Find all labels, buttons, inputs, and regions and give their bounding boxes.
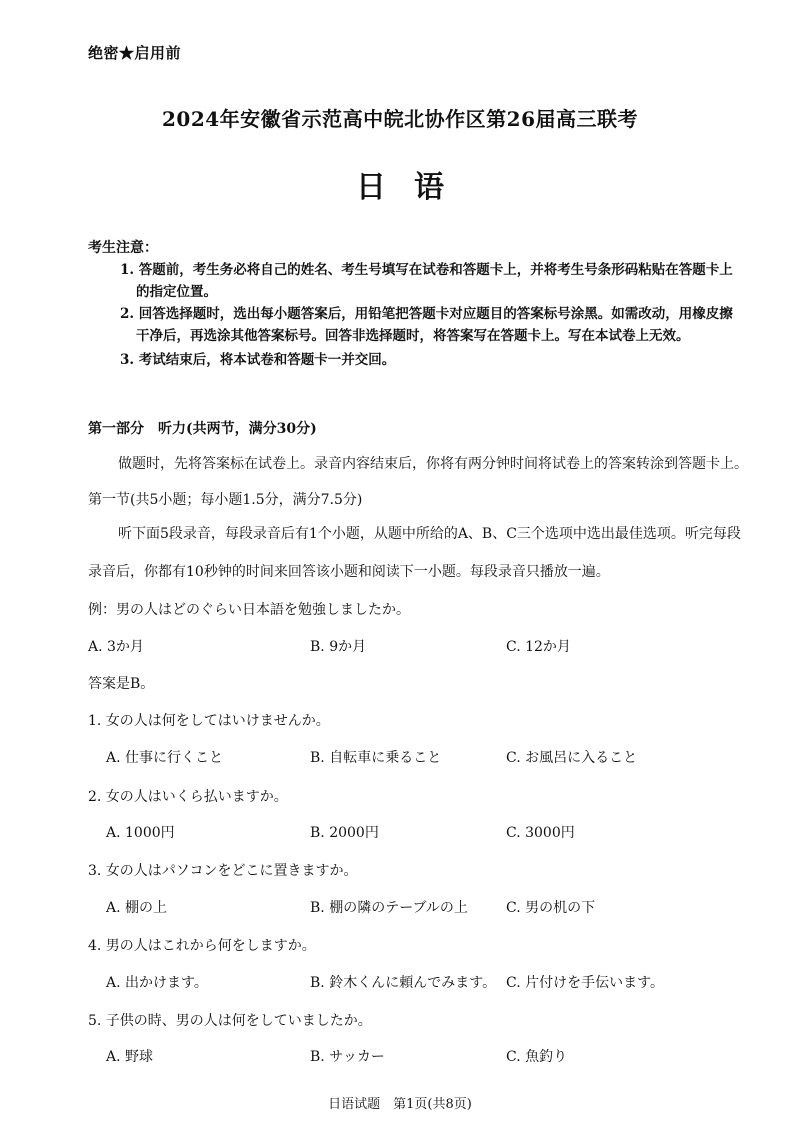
question-3-option-a: A. 棚の上: [106, 900, 168, 916]
example-option-c: C. 12か月: [506, 639, 571, 655]
question-4-option-b: B. 鈴木くんに頼んでみます。: [310, 975, 497, 991]
notice-item-1: 1. 答题前，考生务必将自己的姓名、考生号填写在试卷和答题卡上，并将考生号条形码粘贴在答题卡上: [120, 262, 733, 278]
question-5-option-c: C. 魚釣り: [506, 1049, 568, 1065]
question-1-option-c: C. お風呂に入ること: [506, 750, 638, 766]
part1-title: 听力(共两节，满分30分): [158, 421, 317, 437]
example-question: 例：男の人はどのぐらい日本語を勉強しましたか。: [88, 602, 410, 618]
notice-item-2: 2. 回答选择题时，选出每小题答案后，用铅笔把答题卡对应题目的答案标号涂黑。如需改动，用橡皮擦: [120, 306, 733, 322]
page-footer: 日语试题 第1页(共8页): [328, 1097, 472, 1112]
question-2-option-b: B. 2000円: [310, 825, 379, 841]
question-4: 4. 男の人はこれから何をしますか。: [88, 938, 316, 954]
question-2-option-a: A. 1000円: [106, 825, 175, 841]
notice-item-3: 3. 考试结束后，将本试卷和答题卡一并交回。: [120, 352, 396, 368]
question-5-option-a: A. 野球: [106, 1049, 154, 1065]
confidential-mark: 绝密★启用前: [88, 44, 182, 62]
question-3: 3. 女の人はパソコンをどこに置きますか。: [88, 863, 358, 879]
example-option-b: B. 9か月: [310, 639, 367, 655]
section1-heading: 第一节(共5小题；每小题1.5分，满分7.5分): [88, 492, 363, 508]
example-answer: 答案是B。: [88, 676, 155, 692]
notice-item-2-cont: 干净后，再选涂其他答案标号。回答非选择题时，将答案写在答题卡上。写在本试卷上无效。: [136, 328, 690, 344]
part1-instruction: 做题时，先将答案标在试卷上。录音内容结束后，你将有两分钟时间将试卷上的答案转涂到答题卡上。: [118, 456, 748, 472]
question-4-option-a: A. 出かけます。: [106, 975, 208, 991]
question-2: 2. 女の人はいくら払いますか。: [88, 789, 288, 805]
question-4-option-c: C. 片付けを手伝います。: [506, 975, 664, 991]
question-5: 5. 子供の時、男の人は何をしていましたか。: [88, 1013, 372, 1029]
notice-item-1-cont: 的指定位置。: [136, 284, 217, 300]
question-1: 1. 女の人は何をしてはいけませんか。: [88, 713, 330, 729]
part1-label: 第一部分: [88, 421, 144, 437]
section1-instruction: 听下面5段录音，每段录音后有1个小题，从题中所给的A、B、C三个选项中选出最佳选项。听完每段: [118, 526, 741, 542]
question-1-option-a: A. 仕事に行くこと: [106, 750, 224, 766]
exam-title: 2024年安徽省示范高中皖北协作区第26届高三联考: [162, 107, 638, 131]
question-5-option-b: B. サッカー: [310, 1049, 385, 1065]
example-option-a: A. 3か月: [88, 639, 144, 655]
section1-instruction-cont: 录音后，你都有10秒钟的时间来回答该小题和阅读下一小题。每段录音只播放一遍。: [88, 564, 610, 580]
part1-heading: [88, 418, 317, 438]
question-3-option-b: B. 棚の隣のテーブルの上: [310, 900, 468, 916]
notice-heading: 考生注意：: [88, 240, 158, 256]
question-1-option-b: B. 自転車に乗ること: [310, 750, 442, 766]
question-3-option-c: C. 男の机の下: [506, 900, 596, 916]
subject-title: 日语: [356, 170, 472, 205]
question-2-option-c: C. 3000円: [506, 825, 575, 841]
